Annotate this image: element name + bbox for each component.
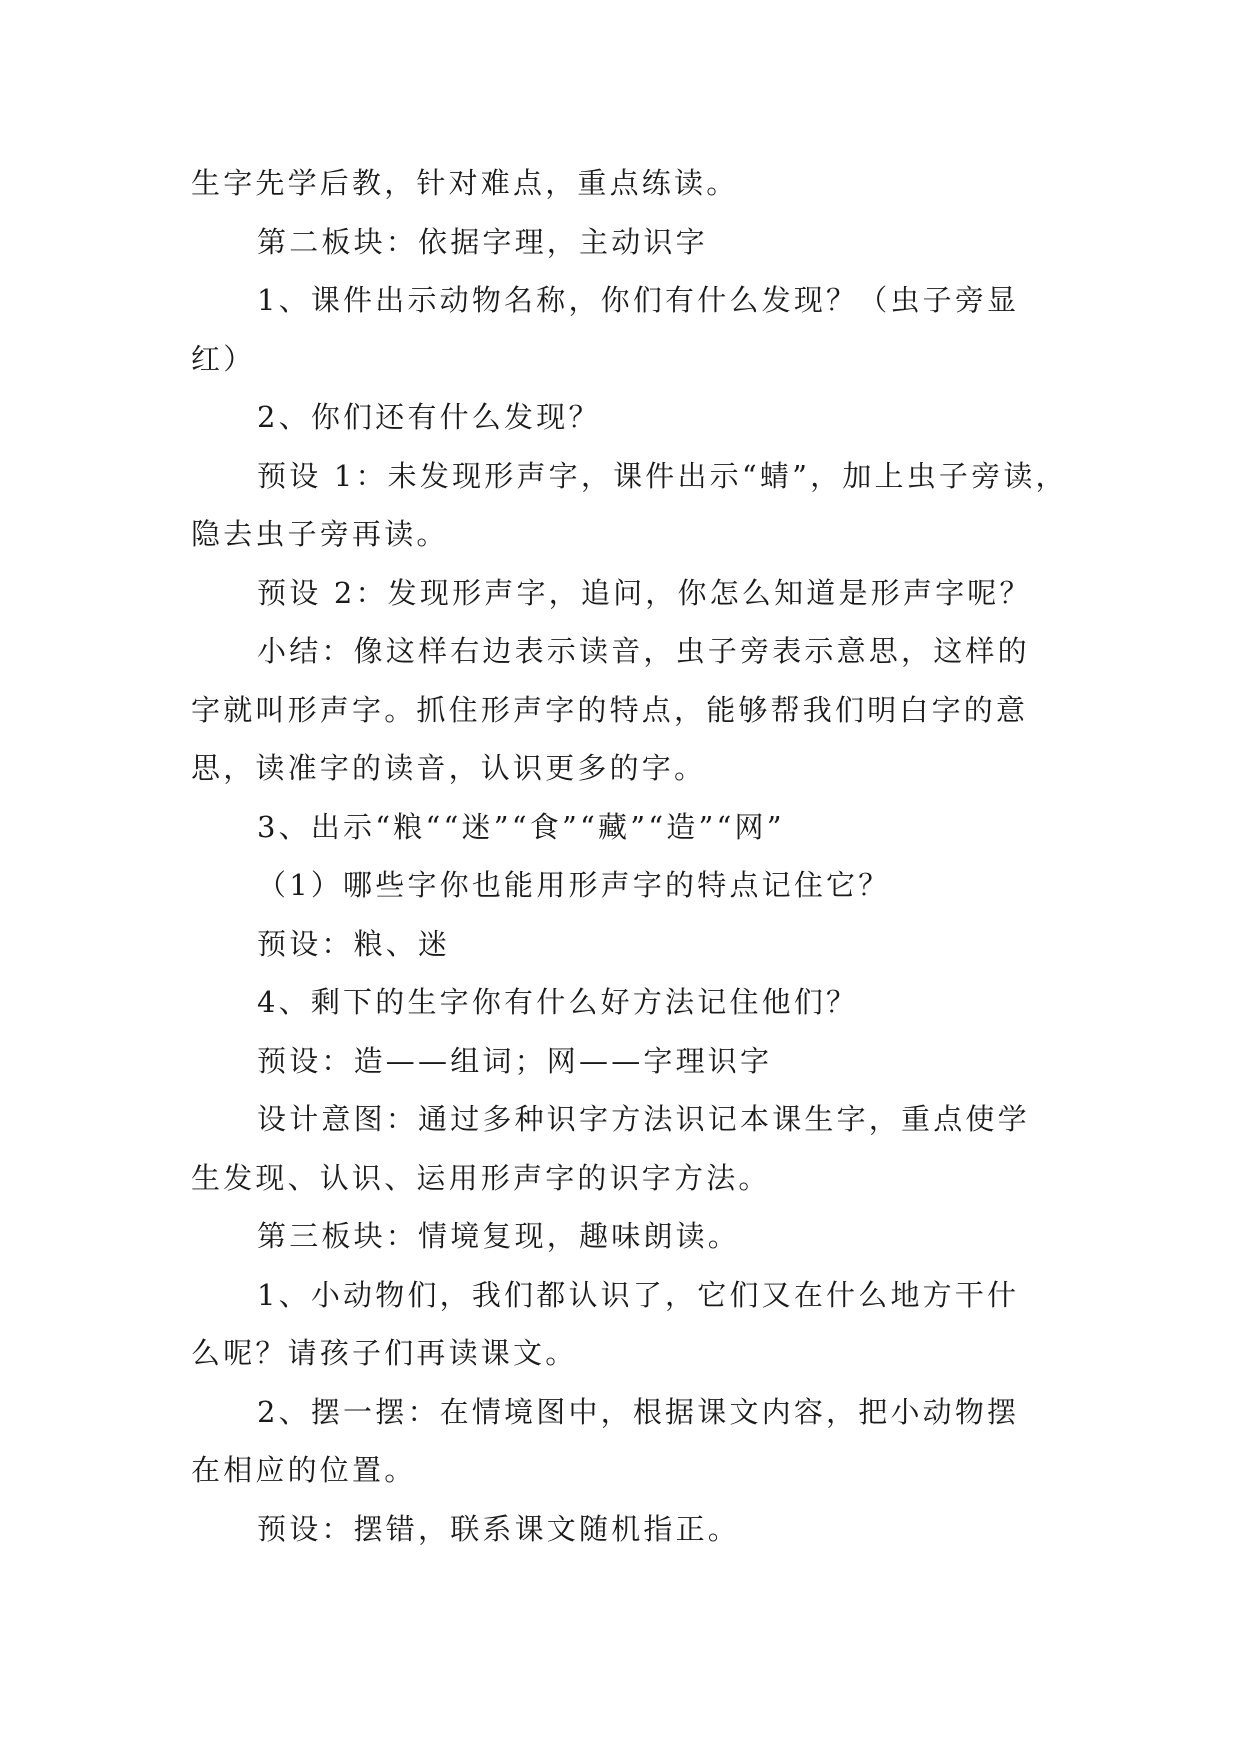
text-line: 在相应的位置。 — [191, 1453, 417, 1487]
text-line: 2、摆一摆：在情境图中，根据课文内容，把小动物摆 — [257, 1394, 1020, 1429]
text-line: 小结：像这样右边表示读音，虫子旁表示意思，这样的 — [257, 634, 1030, 668]
text-line: 3、出示“粮““迷”“食”“藏”“造”“网” — [257, 809, 785, 844]
section-heading: 第三板块：情境复现，趣味朗读。 — [257, 1219, 741, 1253]
text-line: 2、你们还有什么发现？ — [257, 400, 601, 434]
text-line: 1、课件出示动物名称，你们有什么发现？（虫子旁显 — [257, 283, 1020, 317]
text-line: 预设：粮、迷 — [257, 926, 451, 961]
text-line: （1）哪些字你也能用形声字的特点记住它？ — [257, 868, 891, 902]
text-line: 1、小动物们，我们都认识了，它们又在什么地方干什 — [257, 1277, 1020, 1312]
text-line: 生发现、认识、运用形声字的识字方法。 — [191, 1160, 771, 1195]
text-line: 4、剩下的生字你有什么好方法记住他们？ — [257, 985, 859, 1019]
text-line: 预设 2：发现形声字，追问，你怎么知道是形声字呢？ — [257, 575, 1032, 610]
body-text — [191, 154, 1068, 1558]
text-line: 字就叫形声字。抓住形声字的特点，能够帮我们明白字的意 — [191, 692, 1029, 727]
text-line: 设计意图：通过多种识字方法识记本课生字，重点使学 — [257, 1102, 1030, 1136]
text-line: 预设：摆错，联系课文随机指正。 — [257, 1511, 741, 1546]
text-line: 红） — [191, 341, 256, 376]
section-heading: 第二板块：依据字理，主动识字 — [257, 224, 708, 259]
text-line: 隐去虫子旁再读。 — [191, 517, 449, 551]
text-line: 思，读准字的读音，认识更多的字。 — [191, 751, 707, 785]
text-line: 生字先学后教，针对难点，重点练读。 — [191, 166, 739, 200]
text-line: 预设：造——组词；网——字理识字 — [257, 1043, 773, 1078]
text-line: 么呢？请孩子们再读课文。 — [191, 1336, 578, 1370]
text-line: 预设 1：未发现形声字，课件出示“蜻”，加上虫子旁读， — [257, 458, 1068, 493]
